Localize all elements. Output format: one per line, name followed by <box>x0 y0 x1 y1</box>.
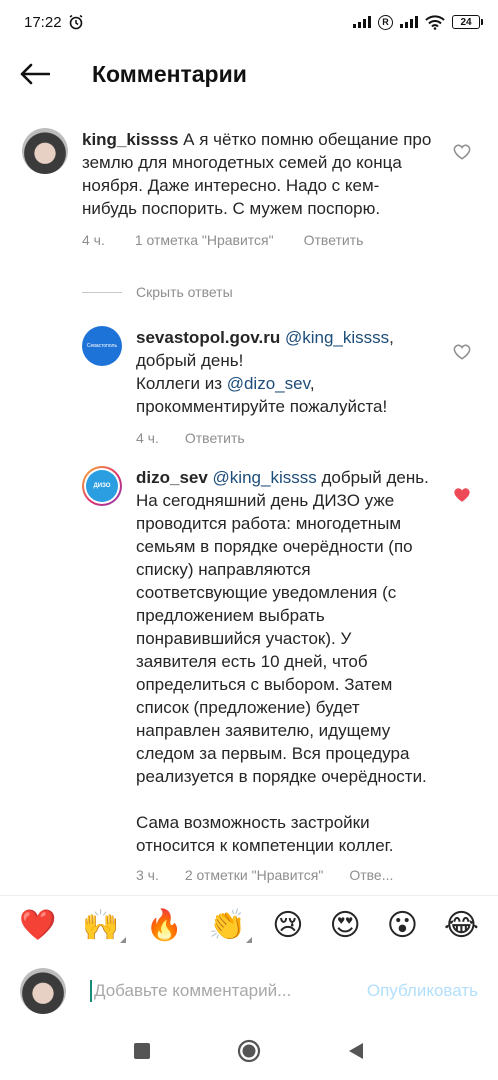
hide-replies-button[interactable] <box>82 284 233 300</box>
emoji-glyph: 😮 <box>386 908 418 942</box>
comment-body: А я чётко помню обещание про землю для многодетных семей до конца ноября. Даже интересно. Надо с кем-нибудь поспорить. С мужем поспорю. <box>82 130 432 218</box>
reply-body: , добрый день! <box>136 328 394 370</box>
comment-reply-button[interactable]: Ответить <box>303 232 364 248</box>
status-bar <box>0 0 498 44</box>
reply-reply-button[interactable]: Отве... <box>349 867 394 883</box>
avatar[interactable] <box>82 466 122 506</box>
avatar[interactable] <box>22 128 68 174</box>
alarm-icon <box>68 14 84 30</box>
back-button[interactable] <box>0 44 70 104</box>
emoji-glyph: 🙌 <box>82 908 120 942</box>
emoji-glyph: 😢 <box>272 908 304 942</box>
divider <box>82 292 122 293</box>
reply-text <box>136 326 436 418</box>
comment-input[interactable] <box>94 981 344 1001</box>
reaction-laughing[interactable] <box>443 908 479 942</box>
reply-body: Коллеги из <box>136 374 227 393</box>
registered-icon: R <box>378 15 393 30</box>
battery-icon <box>452 15 480 29</box>
text-caret <box>90 980 92 1002</box>
home-icon[interactable] <box>237 1039 261 1063</box>
reaction-fire[interactable] <box>145 908 183 942</box>
skin-tone-indicator <box>246 937 252 943</box>
recents-icon[interactable] <box>133 1042 151 1060</box>
signal-icon <box>353 16 371 28</box>
reply-time: 4 ч. <box>136 430 159 446</box>
reaction-heart[interactable] <box>18 908 57 942</box>
comment-composer <box>0 962 498 1020</box>
mention-link[interactable]: @king_kissss <box>284 328 390 347</box>
back-nav-icon[interactable] <box>347 1042 365 1060</box>
system-nav-bar <box>0 1022 498 1080</box>
comment-username[interactable]: king_kissss <box>82 130 179 149</box>
reaction-heart-eyes[interactable] <box>329 908 361 942</box>
mention-link[interactable]: @king_kissss <box>212 468 317 487</box>
reply-time: 3 ч. <box>136 867 159 883</box>
emoji-glyph: ❤️ <box>18 908 57 942</box>
header <box>0 44 498 104</box>
comment-likes[interactable]: 1 отметка "Нравится" <box>134 232 274 248</box>
reply-body: , прокомментируйте пожалуйста! <box>136 374 388 416</box>
arrow-left-icon <box>20 63 50 85</box>
reply-username[interactable]: sevastopol.gov.ru <box>136 328 281 347</box>
mention-link[interactable]: @dizo_sev <box>226 374 310 393</box>
reply-reply-button[interactable]: Ответить <box>184 430 245 446</box>
reply-likes[interactable]: 2 отметки "Нравится" <box>184 867 324 883</box>
battery-level: 24 <box>460 16 472 28</box>
avatar[interactable] <box>82 326 122 366</box>
reply-item <box>82 326 452 446</box>
comment-input-wrap[interactable] <box>90 980 367 1002</box>
reaction-surprised[interactable] <box>386 908 418 942</box>
reaction-crying[interactable] <box>272 908 304 942</box>
reaction-clap[interactable] <box>208 908 247 942</box>
reaction-raised-hands[interactable] <box>82 908 120 942</box>
emoji-glyph: 😍 <box>329 908 361 942</box>
wifi-icon <box>425 15 445 30</box>
hide-replies-label: Скрыть ответы <box>136 284 233 300</box>
skin-tone-indicator <box>120 937 126 943</box>
reply-item <box>82 466 452 883</box>
avatar-logo-text: Севастополь <box>86 343 118 349</box>
emoji-glyph: 👏 <box>208 908 247 942</box>
comment-text <box>82 128 432 220</box>
emoji-glyph: 🔥 <box>145 908 183 942</box>
reply-text <box>136 466 436 857</box>
heart-filled-icon[interactable] <box>453 486 471 504</box>
reply-username[interactable]: dizo_sev <box>136 468 208 487</box>
comment-item <box>22 128 442 248</box>
publish-button[interactable]: Опубликовать <box>366 981 478 1000</box>
avatar <box>20 968 66 1014</box>
page-title: Комментарии <box>92 60 247 87</box>
avatar-logo-text: ДИЗО <box>93 483 111 489</box>
reaction-bar <box>0 895 498 955</box>
heart-icon[interactable] <box>453 143 471 161</box>
status-time: 17:22 <box>24 13 62 31</box>
reply-body: добрый день. На сегодняшний день ДИЗО уже проводится работа: многодетным семьям в порядке очерёдности (по списку) направляются соответсвующие уведомления (с предложением выбрать понравившийся участок). У заявителя есть 10 дней, чтоб определиться с выбором. Затем список (предложение) будет направлен заявителю, идущему следом за первым. Вся процедура реализуется в порядке очерёдности. <box>136 468 429 786</box>
emoji-glyph: 😂 <box>443 908 479 942</box>
signal-icon <box>400 16 418 28</box>
comment-time: 4 ч. <box>82 232 105 248</box>
reply-body: Сама возможность застройки относится к компетенции коллег. <box>136 813 394 855</box>
heart-icon[interactable] <box>453 343 471 361</box>
